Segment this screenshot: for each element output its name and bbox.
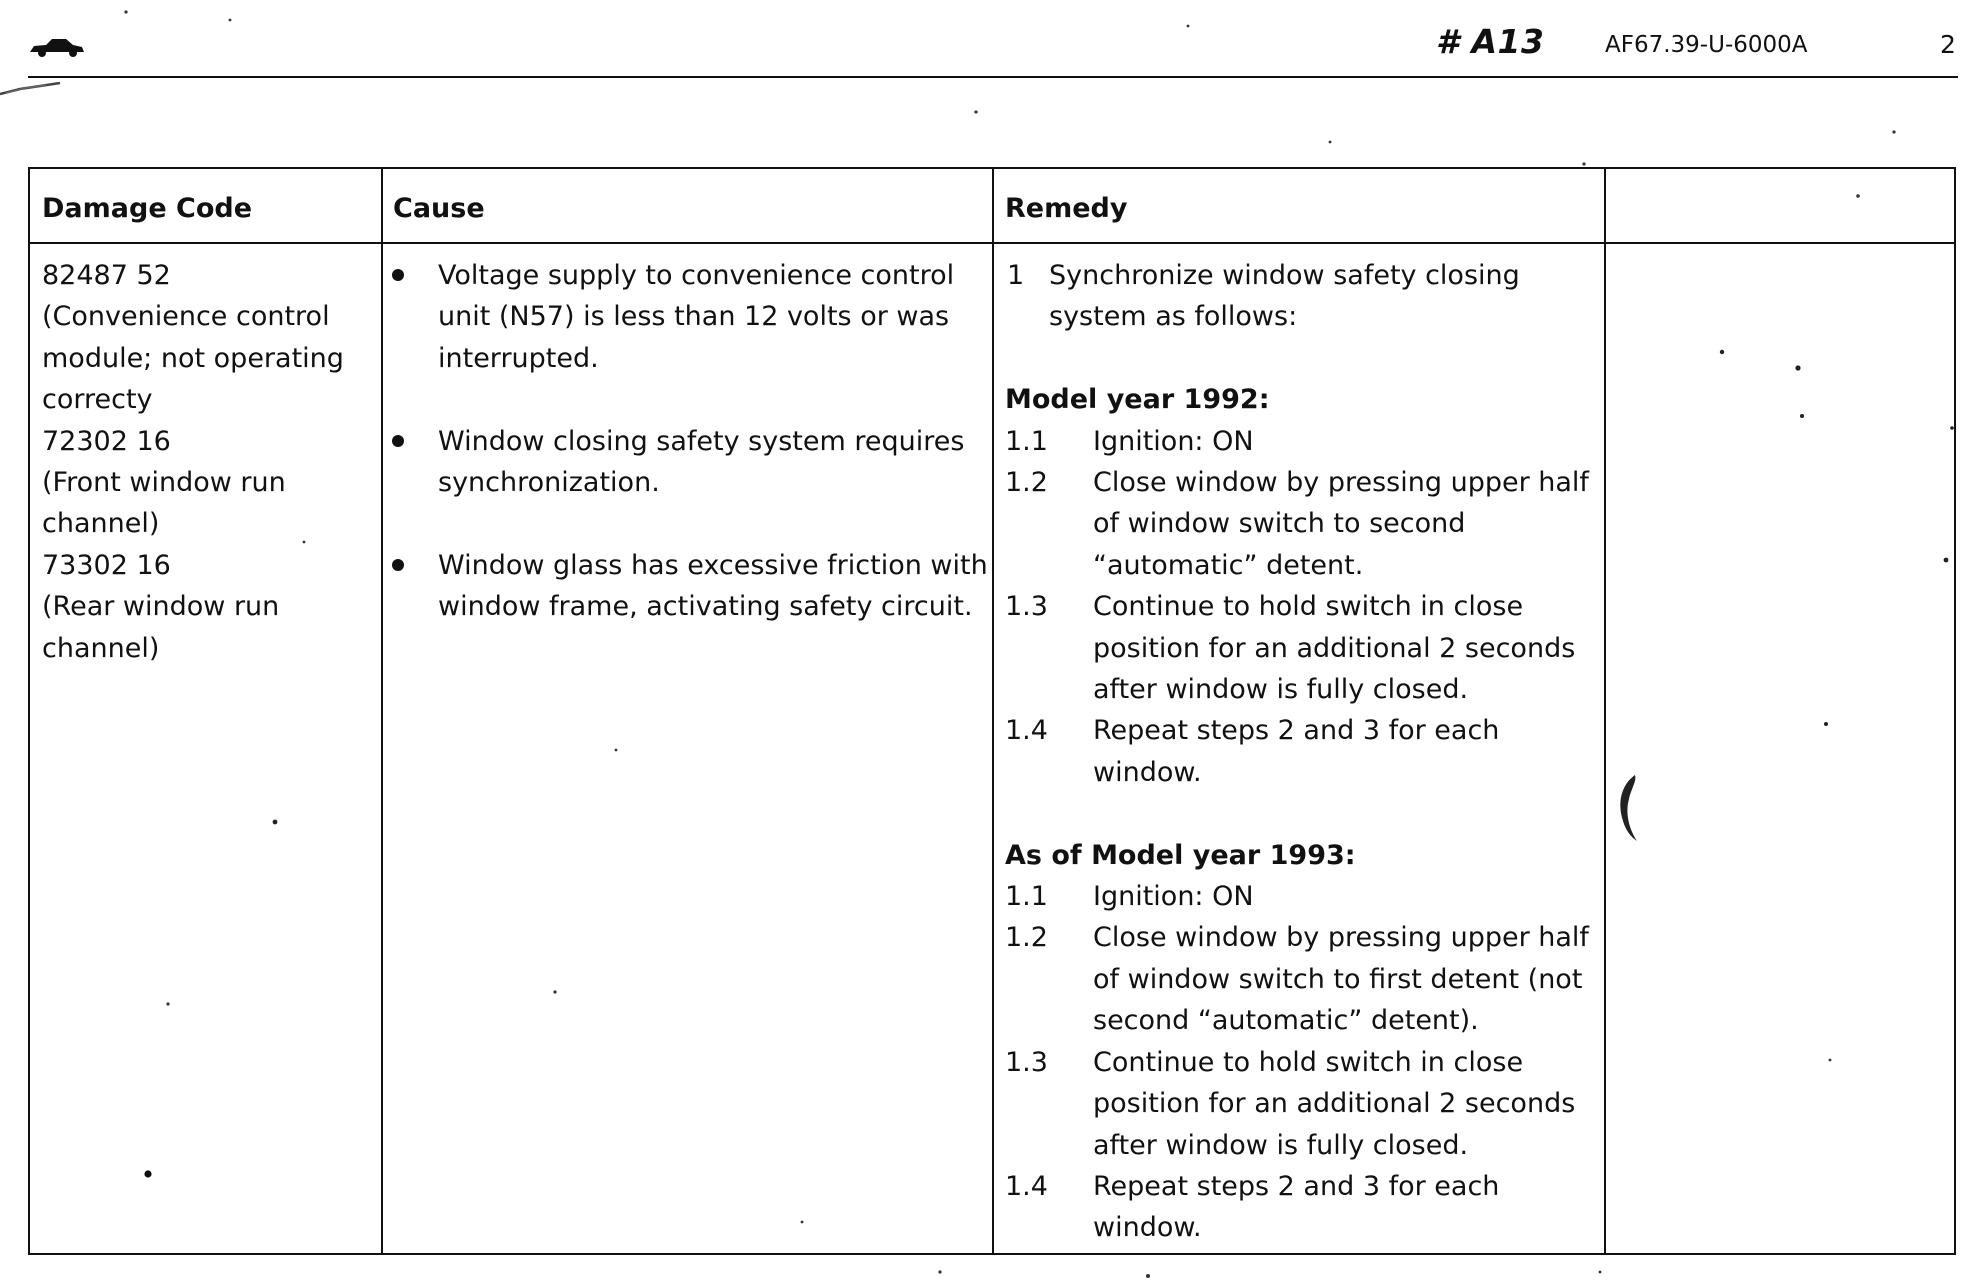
header-row-divider	[30, 242, 1954, 244]
remedy-step	[1005, 710, 1630, 793]
document-tag: # A13	[1436, 22, 1545, 61]
damage-code-line: 72302 16	[42, 425, 171, 457]
step-line: “automatic” detent.	[1093, 549, 1364, 581]
column-header-cause: Cause	[393, 193, 485, 224]
damage-code-line: channel)	[42, 508, 160, 540]
damage-code-line: module; not operating	[42, 342, 344, 374]
step-number: 1.3	[1005, 1046, 1048, 1078]
damage-code-line: correcty	[42, 384, 153, 416]
damage-code-line: (Rear window run	[42, 591, 280, 623]
cause-line: interrupted.	[438, 342, 599, 374]
bullet-icon	[392, 559, 404, 571]
step-line: Continue to hold switch in close	[1093, 1046, 1524, 1078]
cause-line: window frame, activating safety circuit.	[438, 591, 973, 623]
cause-cell	[390, 255, 990, 669]
step-number: 1.4	[1005, 715, 1048, 747]
step-number: 1.2	[1005, 467, 1048, 499]
step-line: of window switch to first detent (not	[1093, 963, 1583, 995]
step-line: Close window by pressing upper half	[1093, 922, 1589, 954]
step-line: second “automatic” detent).	[1093, 1005, 1479, 1037]
cause-line: synchronization.	[438, 467, 660, 499]
damage-table	[28, 167, 1956, 1255]
column-header-remedy: Remedy	[1005, 193, 1128, 224]
step-number: 1.1	[1005, 425, 1048, 457]
section-title-1992: Model year 1992:	[1005, 384, 1270, 416]
document-number: AF67.39-U-6000A	[1605, 32, 1808, 58]
step-line: of window switch to second	[1093, 508, 1466, 540]
step-line: Repeat steps 2 and 3 for each	[1093, 715, 1500, 747]
remedy-step	[1005, 421, 1630, 462]
remedy-cell	[1005, 255, 1630, 1249]
cause-item	[390, 421, 990, 504]
cause-line: unit (N57) is less than 12 volts or was	[438, 301, 950, 333]
step-line: Ignition: ON	[1093, 881, 1254, 913]
remedy-step	[1005, 917, 1630, 1041]
remedy-step	[1005, 586, 1630, 710]
step-line: after window is fully closed.	[1093, 674, 1469, 706]
remedy-step	[1005, 1042, 1630, 1166]
step-number: 1.4	[1005, 1170, 1048, 1202]
header-rule	[28, 76, 1958, 78]
step-line: Ignition: ON	[1093, 425, 1254, 457]
damage-code-line: (Front window run	[42, 467, 286, 499]
remedy-intro-line: system as follows:	[1049, 301, 1298, 333]
step-number: 1.2	[1005, 922, 1048, 954]
column-divider	[992, 169, 994, 1253]
column-header-damage-code: Damage Code	[42, 193, 253, 224]
step-line: window.	[1093, 1212, 1202, 1244]
damage-code-line: 82487 52	[42, 260, 171, 291]
step-line: position for an additional 2 seconds	[1093, 632, 1576, 664]
damage-code-line: 73302 16	[42, 549, 171, 581]
bullet-icon	[392, 435, 404, 447]
cause-item	[390, 255, 990, 379]
remedy-step	[1005, 1166, 1630, 1249]
step-line: position for an additional 2 seconds	[1093, 1088, 1576, 1120]
remedy-intro	[1005, 255, 1630, 338]
cause-line: Window closing safety system requires	[438, 425, 965, 457]
step-line: Repeat steps 2 and 3 for each	[1093, 1170, 1500, 1202]
step-line: window.	[1093, 756, 1202, 788]
damage-code-line: (Convenience control	[42, 301, 330, 333]
cause-item	[390, 545, 990, 628]
step-number: 1.3	[1005, 591, 1048, 623]
step-line: Continue to hold switch in close	[1093, 591, 1524, 623]
step-line: Close window by pressing upper half	[1093, 467, 1589, 499]
remedy-intro-line: Synchronize window safety closing	[1049, 260, 1520, 291]
step-number: 1.1	[1005, 881, 1048, 913]
step-number: 1	[1007, 260, 1025, 291]
scan-mark	[1615, 773, 1643, 843]
cause-line: Window glass has excessive friction with	[438, 549, 988, 581]
bullet-icon	[392, 269, 404, 281]
column-divider	[381, 169, 383, 1253]
remedy-step	[1005, 876, 1630, 917]
section-title-1993: As of Model year 1993:	[1005, 839, 1356, 871]
damage-code-cell	[42, 255, 372, 669]
damage-code-line: channel)	[42, 632, 160, 664]
remedy-step	[1005, 462, 1630, 586]
cause-line: Voltage supply to convenience control	[438, 260, 955, 291]
scan-smudge	[0, 82, 62, 96]
car-icon	[28, 36, 86, 58]
page-number: 2	[1940, 30, 1956, 59]
step-line: after window is fully closed.	[1093, 1129, 1469, 1161]
